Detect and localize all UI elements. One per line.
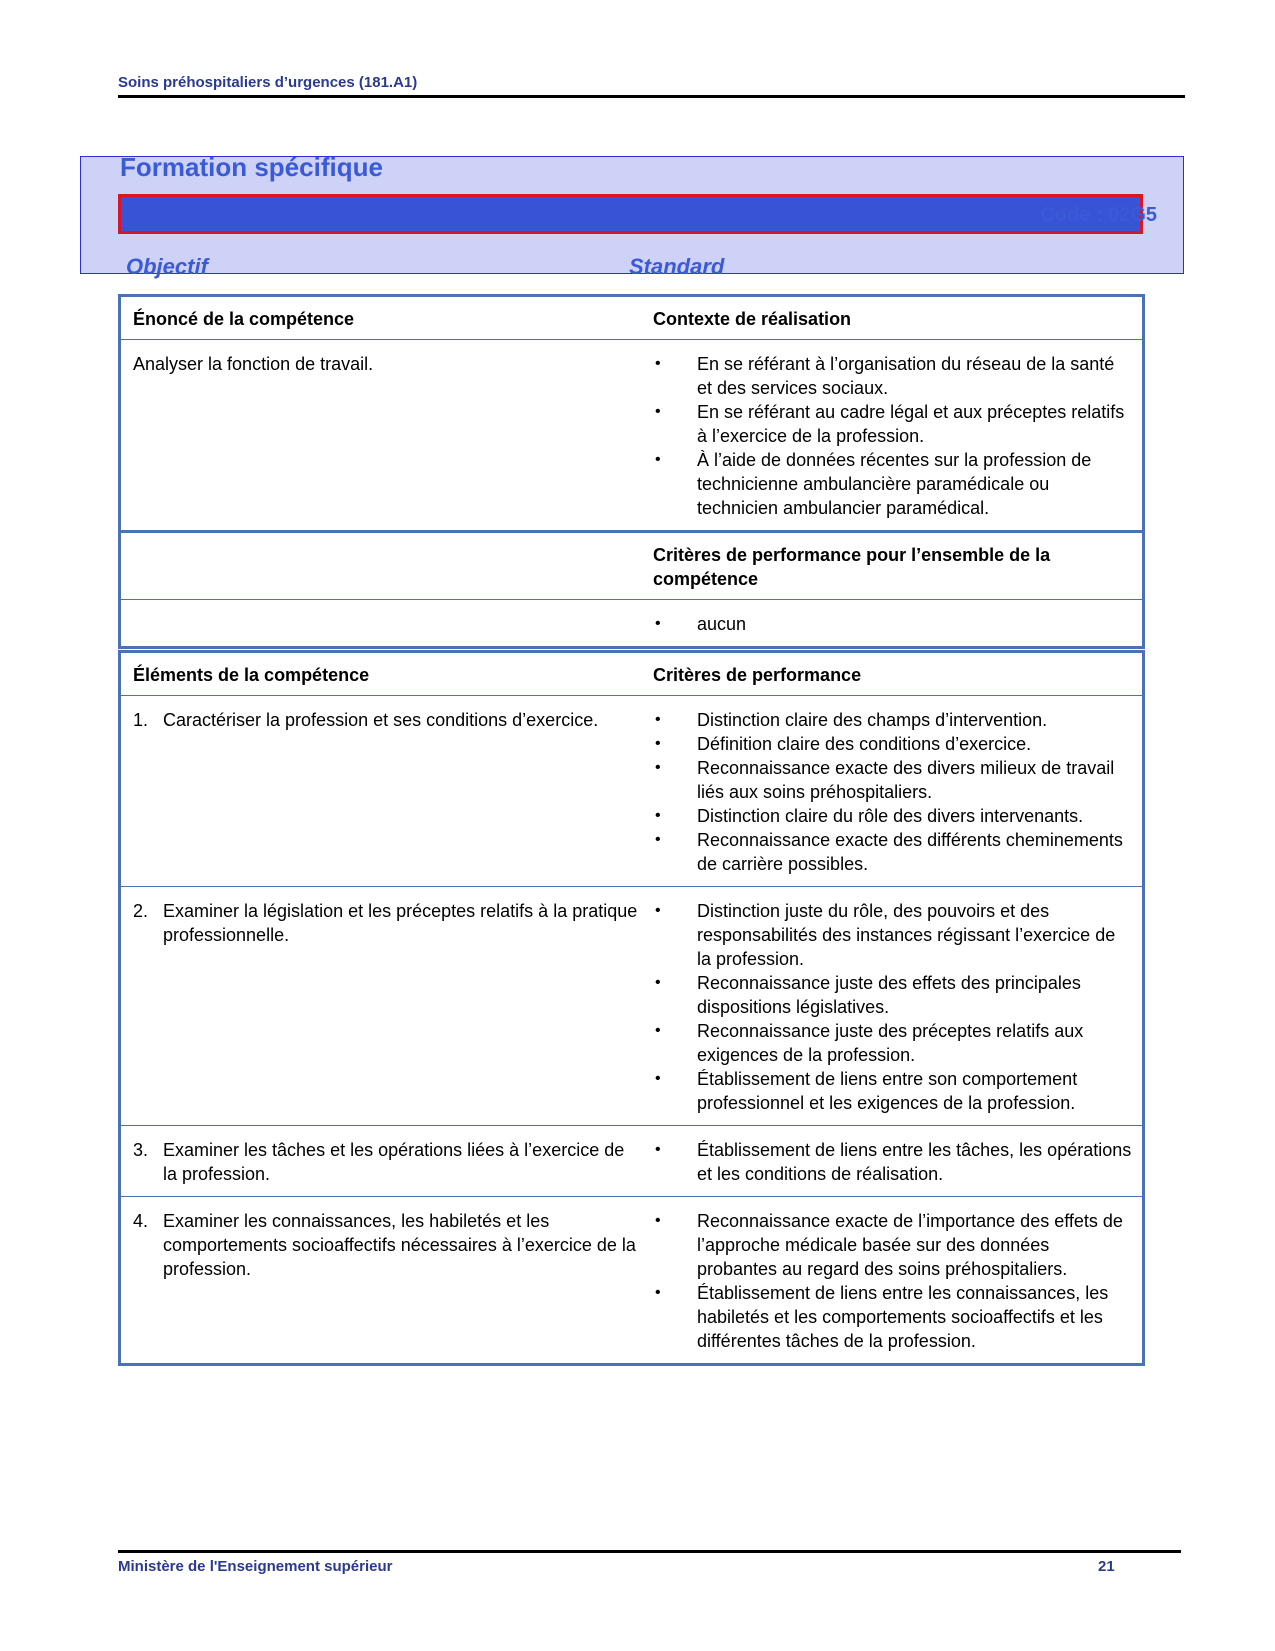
elements-header: Éléments de la compétence [120,652,654,696]
list-item: • Reconnaissance exacte de l’importance des effets de l’approche médicale basée sur des données probantes au regard des soins préhospitaliers. [653,1209,1132,1281]
list-item: • Établissement de liens entre les tâches, les opérations et les conditions de réalisation. [653,1138,1132,1186]
standard-label: Standard [629,254,725,279]
table-row [120,887,1144,1126]
element-number: 2. [133,901,149,921]
element-text: Examiner la législation et les préceptes relatifs à la pratique professionnelle. [163,901,638,945]
criteria-list [653,1138,1132,1186]
empty-cell [120,600,654,648]
list-item: • Distinction claire du rôle des divers intervenants. [653,804,1132,828]
list-item: • En se référant à l’organisation du réseau de la santé et des services sociaux. [653,352,1132,400]
list-item: • Établissement de liens entre les connaissances, les habiletés et les comportements socioaffectifs et les différentes tâches de la profession. [653,1281,1132,1353]
list-item: • Reconnaissance exacte des divers milieux de travail liés aux soins préhospitaliers. [653,756,1132,804]
element-number: 1. [133,710,149,730]
list-item: • Établissement de liens entre son comportement professionnel et les exigences de la profession. [653,1067,1132,1115]
list-item: • Définition claire des conditions d’exercice. [653,732,1132,756]
header-rule [118,95,1185,98]
running-header: Soins préhospitaliers d’urgences (181.A1) [118,74,418,91]
list-item: • Reconnaissance juste des effets des principales dispositions législatives. [653,971,1132,1019]
element-text: Caractériser la profession et ses conditions d’exercice. [163,710,599,730]
context-header: Contexte de réalisation [653,296,1144,340]
element-number: 3. [133,1140,149,1160]
list-item: • aucun [653,612,1132,636]
competence-code: Code : 02G5 [1040,204,1157,226]
criteria-list [653,1209,1132,1353]
list-item: • Distinction juste du rôle, des pouvoirs et des responsabilités des instances régissant l’exercice de la profession. [653,899,1132,971]
statement-header: Énoncé de la compétence [120,296,654,340]
objective-label: Objectif [126,254,208,279]
table-row [120,1126,1144,1197]
list-item: • En se référant au cadre légal et aux préceptes relatifs à l’exercice de la profession. [653,400,1132,448]
code-bar [118,194,1143,234]
page-number: 21 [1098,1558,1115,1575]
elements-table [118,650,1145,1366]
empty-cell [120,532,654,600]
criteria-list [653,899,1132,1115]
footer-ministry: Ministère de l'Enseignement supérieur [118,1558,393,1575]
table-row [120,1197,1144,1365]
section-title: Formation spécifique [120,152,383,182]
criteria-header: Critères de performance [653,652,1144,696]
criteria-list [653,708,1132,876]
overall-criteria-list [653,612,1132,636]
overall-criteria-table [118,530,1145,649]
overall-criteria-header: Critères de performance pour l’ensemble de la compétence [653,532,1144,600]
competence-table [118,294,1145,533]
table-row [120,696,1144,887]
footer-rule [118,1550,1181,1553]
competence-statement: Analyser la fonction de travail. [133,354,374,374]
list-item: • Distinction claire des champs d’intervention. [653,708,1132,732]
element-number: 4. [133,1211,149,1231]
element-text: Examiner les tâches et les opérations liées à l’exercice de la profession. [163,1140,625,1184]
list-item: • Reconnaissance exacte des différents cheminements de carrière possibles. [653,828,1132,876]
context-list [653,352,1132,520]
element-text: Examiner les connaissances, les habiletés et les comportements socioaffectifs nécessaires à l’exercice de la profession. [163,1211,636,1279]
list-item: • Reconnaissance juste des préceptes relatifs aux exigences de la profession. [653,1019,1132,1067]
list-item: • À l’aide de données récentes sur la profession de technicienne ambulancière paramédicale ou technicien ambulancier paramédical. [653,448,1132,520]
